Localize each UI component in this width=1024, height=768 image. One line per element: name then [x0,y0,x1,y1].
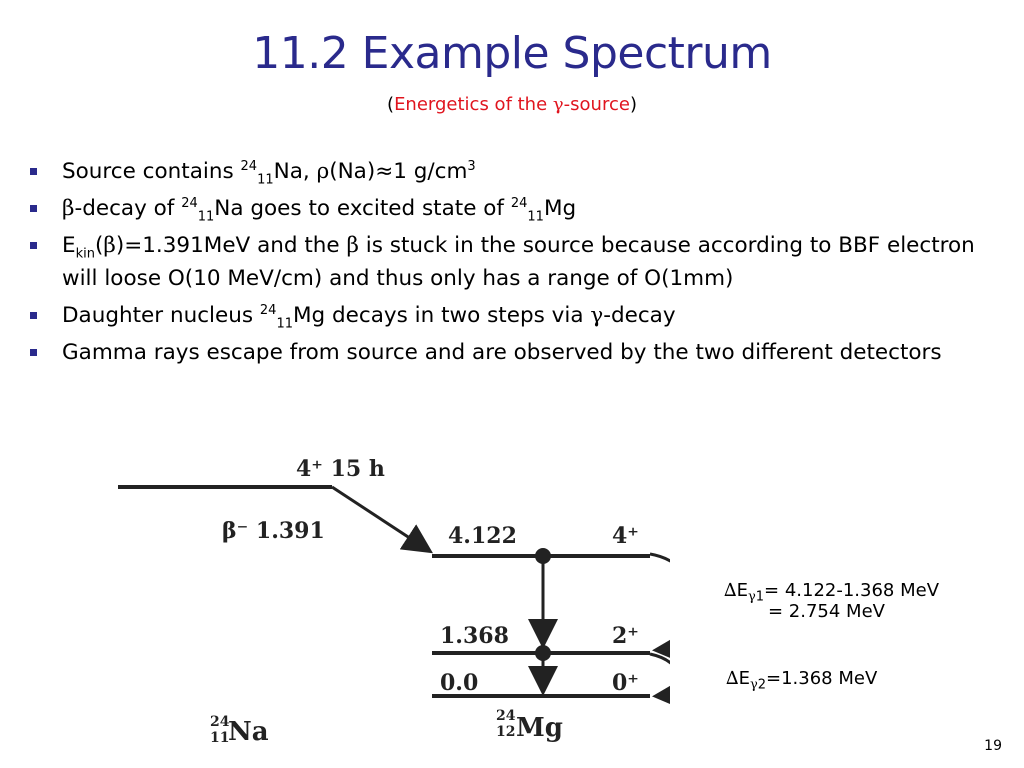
level-energy-4122: 4.122 [448,523,517,549]
bullet-item [30,336,990,369]
bullet-text: ( [94,233,104,258]
delta-symbol: ∆ [724,580,737,601]
mass-number: 24 [181,195,198,211]
subscript-index: 1 [755,589,765,605]
bullet-text: E [62,233,76,258]
energy-symbol: E [738,668,750,689]
gamma-symbol: γ [749,677,758,693]
exponent: 3 [467,158,476,174]
bullet-square-icon [30,168,37,175]
subscript-index: 2 [757,677,767,693]
bullet-text: is stuck in the source because according to BBF electron will loose O(10 MeV/cm) and thus only has a range of O(1mm) [62,233,975,291]
annotation-line: = 4.122-1.368 MeV [764,580,940,601]
atomic-number: 11 [276,316,293,332]
bullet-text: Na goes to excited state of [214,196,511,221]
bullet-text: Mg [543,196,577,221]
kin-subscript: kin [75,246,95,262]
annotation-line: = 2.754 MeV [768,601,885,622]
energy-symbol: E [736,580,748,601]
level-spin-4122: 4⁺ [612,523,639,549]
subtitle-close-paren: ) [629,94,637,115]
bullet-item [30,229,990,295]
bullet-text: )=1.391MeV and the [115,233,347,258]
parent-nucleus-z: 11 [210,730,230,746]
level-spin-1368: 2⁺ [612,623,639,649]
rho-symbol: ρ [316,159,330,184]
subtitle-text: Energetics of the [394,94,553,115]
bullet-square-icon [30,349,37,356]
delta-e-gamma2-annotation [726,668,878,693]
beta-symbol: β [346,233,359,258]
slide-title: 11.2 Example Spectrum [252,28,772,79]
annotation-line: =1.368 MeV [766,668,878,689]
subtitle-gamma: γ [552,94,564,115]
atomic-number: 11 [197,209,215,225]
bullet-list [30,155,990,373]
bullet-text: Daughter nucleus [62,303,260,328]
bullet-square-icon [30,312,37,319]
level-spin-ground: 0⁺ [612,670,639,696]
bullet-text: -decay of [74,196,182,221]
bullet-square-icon [30,205,37,212]
beta-decay-arrow [332,487,428,550]
parent-nucleus-mass: 24 [210,714,230,730]
gamma-symbol: γ [747,589,756,605]
bullet-text: Source contains [62,159,241,184]
beta-symbol: β [62,196,75,221]
gamma2-bracket [650,654,670,696]
atomic-number: 11 [257,172,274,188]
mass-number: 24 [259,302,277,318]
bullet-text: Na, [273,159,317,184]
gamma1-bracket [650,554,670,650]
bullet-square-icon [30,242,37,249]
parent-nucleus-symbol: Na [228,717,269,747]
subtitle-open-paren: ( [387,94,395,115]
bullet-item [30,299,990,332]
page-number: 19 [984,738,1002,754]
atomic-number: 11 [527,209,544,225]
slide-subtitle [0,94,1024,115]
daughter-nucleus-mass: 24 [496,708,516,724]
daughter-nucleus-z: 12 [496,724,516,740]
beta-decay-label: β⁻ 1.391 [222,518,325,544]
subtitle-text-2: -source [563,94,630,115]
delta-e-gamma1-annotation [724,580,939,622]
bullet-text: Gamma rays escape from source and are observed by the two different detectors [62,340,942,365]
mass-number: 24 [510,195,528,211]
bullet-text: (Na)≈1 g/cm [329,159,468,184]
gamma-symbol: γ [590,303,604,328]
delta-symbol: ∆ [726,668,739,689]
bullet-item [30,155,990,188]
level-energy-1368: 1.368 [440,623,509,649]
mass-number: 24 [240,158,258,174]
bullet-item [30,192,990,225]
parent-state-label: 4⁺ 15 h [296,456,385,482]
daughter-nucleus-symbol: Mg [516,713,563,743]
level-energy-ground: 0.0 [440,670,479,696]
decay-scheme-diagram [110,440,670,760]
bullet-text: -decay [603,303,676,328]
bullet-text: Mg decays in two steps via [293,303,591,328]
beta-symbol: β [103,233,116,258]
